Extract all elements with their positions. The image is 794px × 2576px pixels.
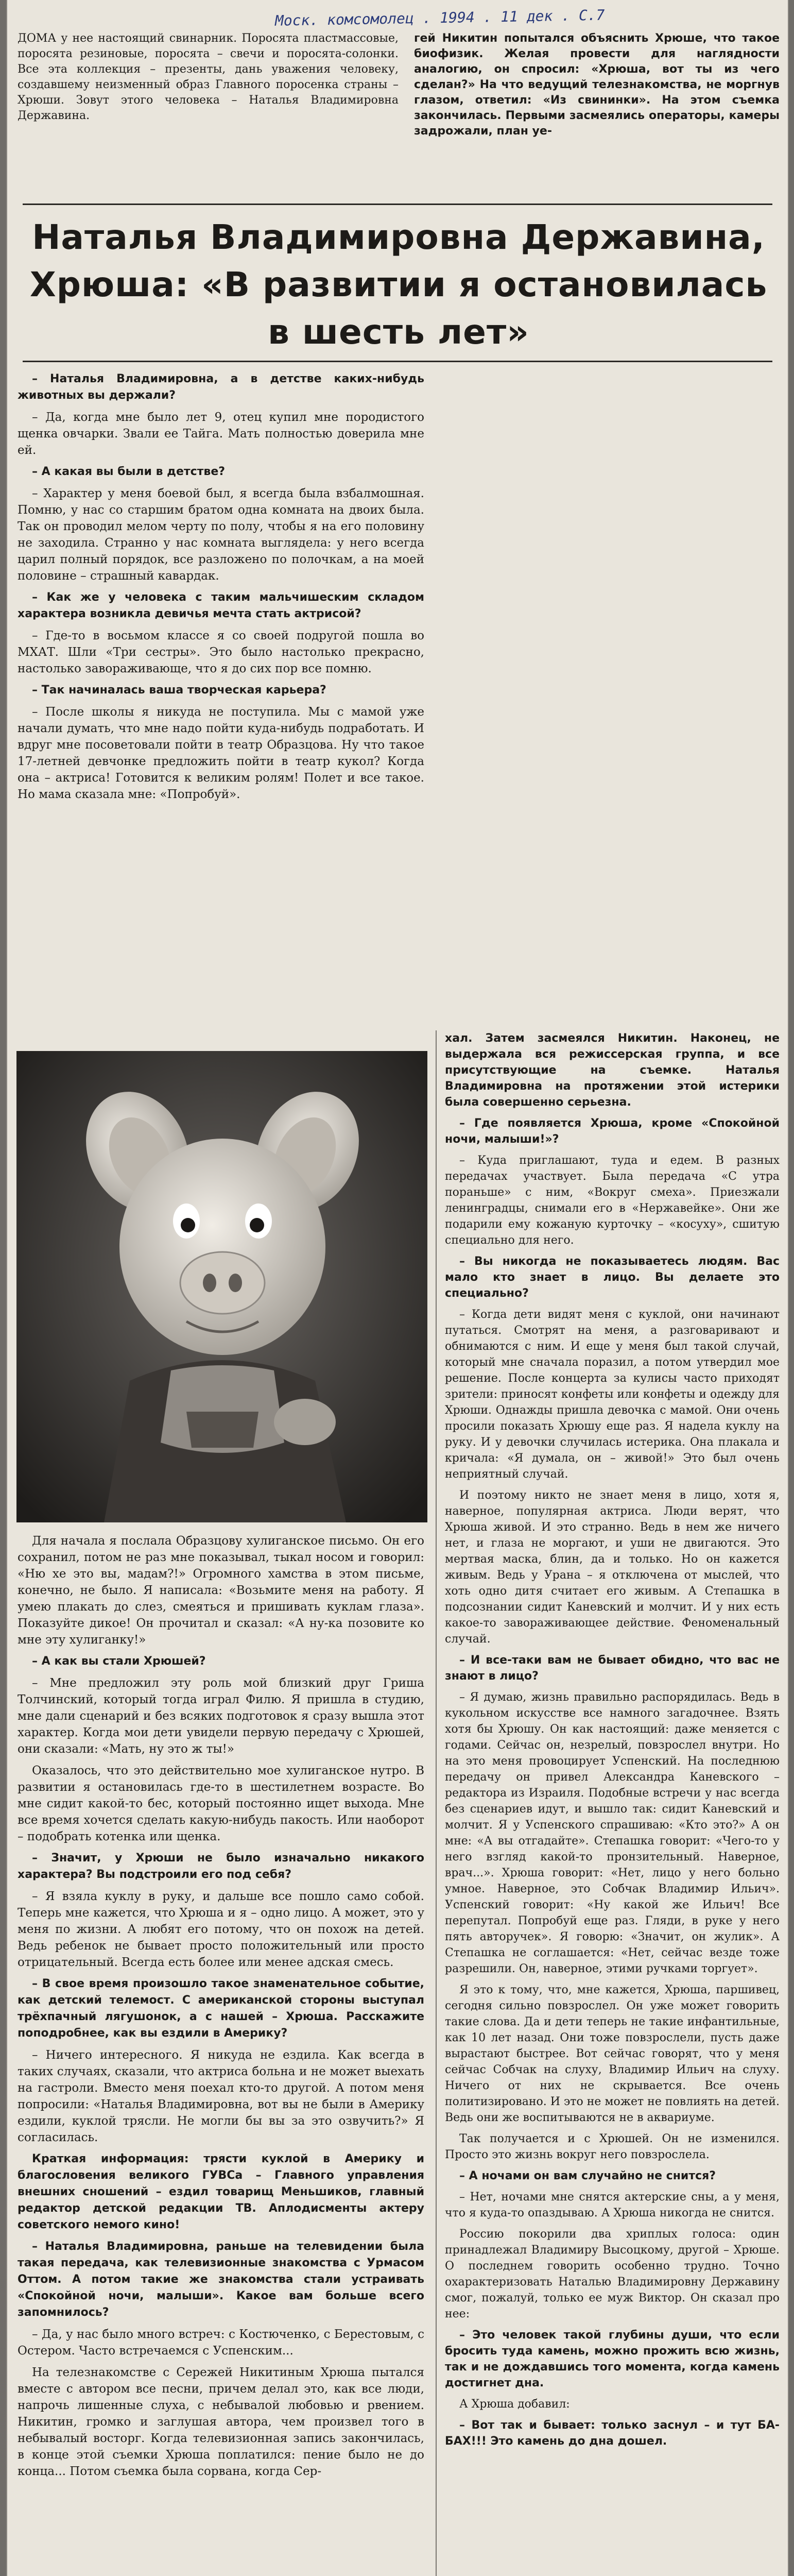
- question: – Значит, у Хрюши не было изначально никакого характера? Вы подстроили его под себя?: [18, 1852, 424, 1881]
- newspaper-clipping: [7, 0, 788, 2576]
- editor-inset: Краткая информация: трясти куклой в Америку и благословения великого ГУВСа – Главного управления внешних сношений – ездил товарищ Меньшиков, главный редактор детской редакции ТВ. Аплодисменты актеру советского немого кино!: [18, 2153, 424, 2231]
- handwritten-annotation: Моск. комсомолец . 1994 . 11 дек . С.7: [274, 6, 605, 29]
- headline-line-2: Хрюша: «В развитии я остановилась: [29, 265, 768, 304]
- answer: – Да, у нас было много встреч: с Костюченко, с Берестовым, с Остером. Часто встречаемся с Успенским...: [18, 2328, 424, 2358]
- answer: – Мне предложил эту роль мой близкий друг Гриша Толчинский, который тогда играл Филю. Я пришла в студию, мне дали сценарий и без всяких подготовок я сразу вышла этот характер. Когда мои дети увидели первую передачу с Хрюшей, они сказали: «Мать, ну это ж ты!»: [18, 1676, 424, 1756]
- right-column: [445, 1030, 780, 2454]
- question: – Где появляется Хрюша, кроме «Спокойной ночи, малыши!»?: [445, 1117, 780, 1146]
- question: – В свое время произошло такое знаменательное событие, как детский телемост. С американской стороны выступал трёхпачный лягушонок, а с нашей – Хрюша. Расскажите поподробнее, как вы ездили в Америку?: [18, 1977, 424, 2040]
- answer: И поэтому никто не знает меня в лицо, хотя я, наверное, популярная актриса. Люди верят, что Хрюша живой. И это странно. Ведь в нем же ничего нет, и глаза не моргают, и уши не двигаются. Это мертвая маска, блин, да и только. Но он кажется живым. Ведь у Урана – я отключена от мыслей, что хоть одно дитя считает его живым. А Степашка в подсознании сидит Каневский и молчит. И у них есть какое-то завораживающее действие. Феноменальный случай.: [445, 1489, 780, 1646]
- answer: На телезнакомстве с Сережей Никитиным Хрюша пытался вместе с автором все песни, причем делал это, как все люди, напрочь лишенные слуха, с небывалой любовью и рвением. Никитин, громко и заглушая автора, чем произвел того в небывалый восторг. Когда телевизионная запись закончилась, в конце этой съемки Хрюша поплатился: пение было не до конца... Потом съемка была сорвана, когда Сер-: [18, 2366, 424, 2478]
- column-separator: [436, 1030, 437, 2576]
- answer: Я это к тому, что, мне кажется, Хрюша, паршивец, сегодня сильно повзрослел. Он уже может говорить такие слова. Да и дети теперь не такие инфантильные, как 10 лет назад. Они тоже повзрослели, пусть даже вырастают быстрее. Вот сейчас говорят, что у меня сейчас Собчак на слуху, Владимир Ильич на слуху. Ничего от них не скрывается. Все очень политизировано. И это не может не повлиять на детей. Ведь они же воспитываются не в аквариуме.: [445, 1984, 780, 2124]
- khryusha-photo: [16, 1051, 427, 1522]
- answer: Оказалось, что это действительно мое хулиганское нутро. В развитии я остановилась где-то в шестилетнем возрасте. Во мне сидит какой-то бес, который постоянно ищет выхода. Мне все время хочется сделать какую-нибудь пакость. Или наоборот – подобрать котенка или щенка.: [18, 1764, 424, 1843]
- question: – И все-таки вам не бывает обидно, что вас не знают в лицо?: [445, 1654, 780, 1683]
- article-headline: [28, 214, 769, 356]
- question: – А ночами он вам случайно не снится?: [459, 2170, 716, 2182]
- answer: – Характер у меня боевой был, я всегда была взбалмошная. Помню, у нас со старшим братом одна комната на двоих была. Так он проводил мелом черту по полу, чтобы я на его половину не заходила. Странно у нас комната выглядела: у него всегда царил полный порядок, все разложено по полочкам, а на моей половине – страшный кавардак.: [18, 487, 424, 583]
- question: – А какая вы были в детстве?: [32, 465, 226, 478]
- question: – Наталья Владимировна, раньше на телевидении была такая передача, как телевизионные знакомства с Урмасом Оттом. А потом такие же знакомства стали устраивать «Спокойной ночи, малыши». Какое вам больше всего запомнилось?: [18, 2240, 424, 2319]
- answer: – Ничего интересного. Я никуда не ездила. Как всегда в таких случаях, сказали, что актриса больна и не может выехать на гастроли. Вместо меня поехал кто-то другой. А потом меня попросили: «Наталья Владимировна, вот вы не были в Америку ездили, куклой трясли. Не могли бы вы за это озвучить?» Я согласилась.: [18, 2048, 424, 2144]
- answer: – Я взяла куклу в руку, и дальше все пошло само собой. Теперь мне кажется, что Хрюша и я – одно лицо. А может, это у меня по жизни. А любят его потому, что он похож на детей. Ведь ребенок не бывает просто положительный или просто отрицательный. Всегда есть более или менее адская смесь.: [18, 1890, 424, 1969]
- answer: – Да, когда мне было лет 9, отец купил мне породистого щенка овчарки. Звали ее Тайга. Мать полностью доверила мне ей.: [18, 411, 424, 457]
- question: – А как вы стали Хрюшей?: [32, 1655, 206, 1668]
- answer: Так получается и с Хрюшей. Он не изменился. Просто это жизнь вокруг него повзрослела.: [445, 2132, 780, 2161]
- top-divider: [23, 204, 772, 205]
- answer: Для начала я послала Образцову хулиганское письмо. Он его сохранил, потом не раз мне показывал, тыкал носом и говорил: «Ню хе это вы, мадам?!» Огромного хамства в этом письме, конечно, не было. Я написала: «Возьмите меня на работу. Я умею плакать до слез, смеяться и пришивать куклам глаза». Показуйте дикое! Он прочитал и сказал: «А ну-ка позовите ко мне эту хулиганку!»: [18, 1534, 424, 1647]
- left-column-upper: [18, 371, 424, 808]
- answer: – Куда приглашают, туда и едем. В разных передачах участвует. Была передача «С утра пораньше» с ним, «Вокруг смеха». Приезжали ленинградцы, снимали его в «Нержавейке». Они же подарили ему кожаную курточку – «косуху», сшитую специально для него.: [445, 1154, 780, 1247]
- question: – Вы никогда не показываетесь людям. Вас мало кто знает в лицо. Вы делаете это специально?: [445, 1255, 780, 1300]
- answer-continued: хал. Затем засмеялся Никитин. Наконец, не выдержала вся режиссерская группа, и все присутствующие на съемке. Наталья Владимировна на протяжении этой истерики была совершенно серьезна.: [445, 1032, 780, 1109]
- left-column-lower: [18, 1533, 424, 2485]
- answer: – Когда дети видят меня с куклой, они начинают путаться. Смотрят на меня, а разговаривают и обнимаются с ним. И еще у меня был такой случай, который мне сначала поразил, а потом утвердил мое решение. После концерта за кулисы часто приходят зрители: приносят конфеты или конфеты и одежду для Хрюши. Однажды пришла девочка с мамой. Они очень просили показать Хрюшу еще раз. Я надела куклу на руку. И у девочки случилась истерика. Она плакала и кричала: «Я думала, он – живой!» Это был очень неприятный случай.: [445, 1308, 780, 1481]
- headline-line-1: Наталья Владимировна Державина,: [32, 217, 765, 257]
- question: – Так начиналась ваша творческая карьера?: [32, 684, 326, 697]
- intro-right-text: гей Никитин попытался объяснить Хрюше, что такое биофизик. Желая провести для наглядности аналогию, он спросил: «Хрюша, вот ты из чего сделан?» На что ведущий телезнакомства, не моргнув глазом, ответил: «Из свининки». На этом съемка закончилась. Первыми засмеялись операторы, камеры задрожали, план уе-: [414, 32, 780, 138]
- headline-line-3: в шесть лет»: [268, 312, 529, 352]
- answer: – Я думаю, жизнь правильно распорядилась. Ведь в кукольном искусстве все намного загадочнее. Взять хотя бы Хрюшу. Он как настоящий: даже меняется с годами. Сейчас он, незрелый, повзрослел внутри. Но на это меня провоцирует Успенский. На последнюю передачу он привел Александра Каневского – редактора из Израиля. Подобные встречи у нас всегда без сценариев идут, и вышло так: сидит Каневский и молчит. Я у Успенского спрашиваю: «Кто это?» А он мне: «А вы отгадайте». Степашка говорит: «Чего-то у него взгляд какой-то пронзительный. Наверное, врач...». Хрюша говорит: «Нет, лицо у него больно умное. Наверное, это Собчак Владимир Ильич». Успенский говорит: «Ну какой же Ильич! Все перепутал. Попробуй еще раз. Гляди, в руке у него пять авторучек». Я говорю: «Значит, он жулик». А Степашка не соглашается: «Нет, сейчас везде тоже разрешили. Он, наверное, этими ручками торгует».: [445, 1691, 780, 1975]
- intro-left-text: ДОМА у нее настоящий свинарник. Поросята пластмассовые, поросята резиновые, поросята – свечи и поросята-солонки. Все эта коллекция – презенты, дань уважения человеку, создавшему неизменный образ Главного поросенка страны – Хрюши. Зовут этого человека – Наталья Владимировна Державина.: [18, 32, 399, 122]
- intro-right-column: [414, 31, 780, 144]
- closing-line: А Хрюша добавил:: [459, 2398, 570, 2411]
- final-quote: – Вот так и бывает: только заснул – и тут БА-БАХ!!! Это камень до дна дошел.: [445, 2419, 780, 2448]
- headline-divider: [23, 361, 772, 362]
- answer: – Нет, ночами мне снятся актерские сны, а у меня, что я куда-то опаздываю. А Хрюша никогда не снится.: [445, 2191, 780, 2219]
- khryusha-puppet-image: [16, 1051, 427, 1522]
- answer: – Где-то в восьмом классе я со своей подругой пошла во МХАТ. Шли «Три сестры». Это было настолько прекрасно, настолько завораживающе, что я до сих пор все помню.: [18, 629, 424, 675]
- intro-left-column: [18, 31, 399, 129]
- question: – Наталья Владимировна, а в детстве каких-нибудь животных вы держали?: [18, 372, 424, 402]
- answer: – После школы я никуда не поступила. Мы с мамой уже начали думать, что мне надо пойти куда-нибудь подработать. И вдруг мне посоветовали пойти в театр Образцова. Ну что такое 17-летней девчонке предложить пойти в театр кукол? Когда она – актриса! Готовится к великим ролям! Полет и все такое. Но мама сказала мне: «Попробуй».: [18, 705, 424, 801]
- quote: – Это человек такой глубины души, что если бросить туда камень, можно прожить всю жизнь, так и не дождавшись того момента, когда камень достигнет дна.: [445, 2329, 780, 2389]
- question: – Как же у человека с таким мальчишеским складом характера возникла девичья мечта стать актрисой?: [18, 591, 424, 620]
- closing-paragraph: Россию покорили два хриплых голоса: один принадлежал Владимиру Высоцкому, другой – Хрюше. О последнем говорить особенно трудно. Точно охарактеризовать Наталью Владимировну Державину смог, пожалуй, только ее муж Виктор. Он сказал про нее:: [445, 2228, 780, 2320]
